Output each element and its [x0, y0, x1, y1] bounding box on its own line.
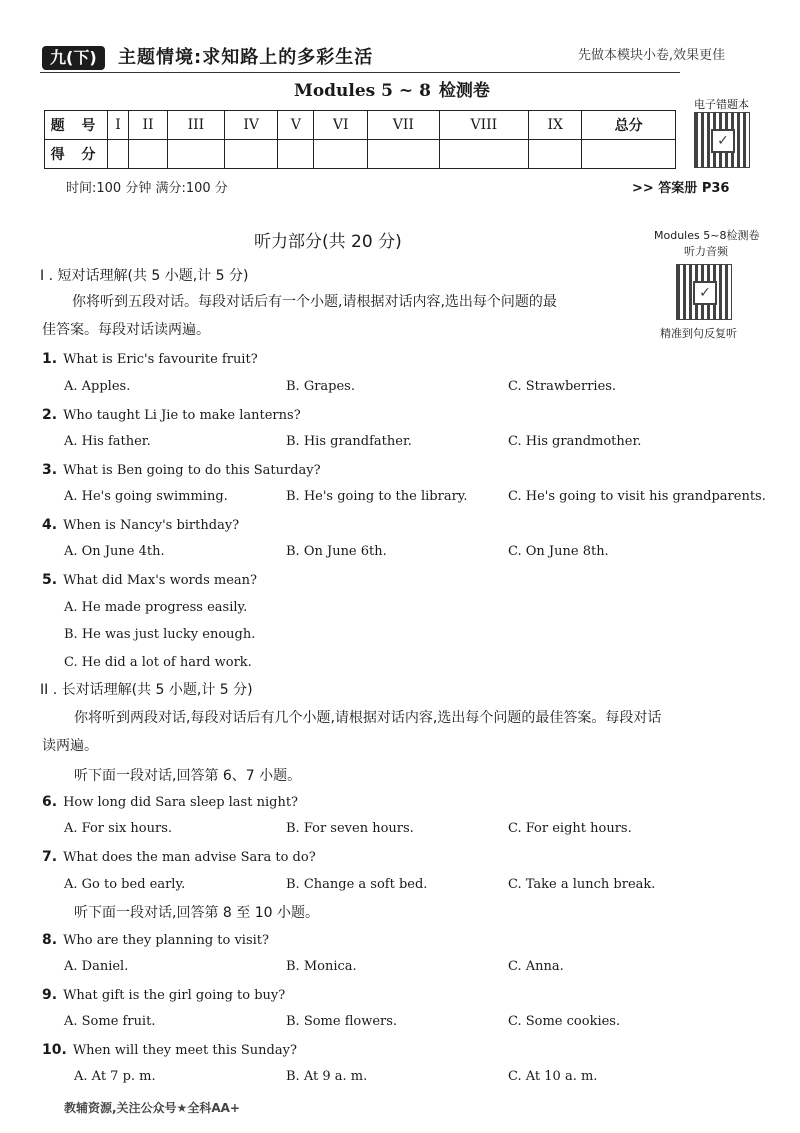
option-a[interactable]: A. On June 4th.	[64, 544, 165, 559]
option-c[interactable]: C. For eight hours.	[508, 821, 632, 836]
score-col-total: 总分	[582, 111, 676, 140]
option-c[interactable]: C. On June 8th.	[508, 544, 609, 559]
question-number: 9.	[42, 987, 58, 1003]
score-table-score-row	[45, 140, 676, 169]
question-number: 10.	[42, 1042, 67, 1058]
header-rule	[40, 72, 680, 73]
question-number: 6.	[42, 794, 58, 810]
listening-section-title: 听力部分(共 20 分)	[254, 232, 402, 252]
score-row-label-score: 得 分	[45, 140, 108, 169]
question-text: What did Max's words mean?	[63, 573, 258, 588]
question-text: Who taught Li Jie to make lanterns?	[63, 408, 301, 423]
topic-title: 主题情境:求知路上的多彩生活	[118, 47, 374, 68]
score-col-1: I	[108, 111, 129, 140]
part2-subinstruction-1: 听下面一段对话,回答第 6、7 小题。	[74, 768, 302, 784]
score-col-8: VIII	[439, 111, 528, 140]
score-cell-total[interactable]	[582, 140, 676, 169]
score-col-4: IV	[224, 111, 278, 140]
option-b[interactable]: B. Change a soft bed.	[286, 877, 428, 892]
question-7	[42, 847, 316, 868]
option-a[interactable]: A. Daniel.	[64, 959, 129, 974]
score-cell[interactable]	[278, 140, 314, 169]
exam-time-score: 时间:100 分钟 满分:100 分	[66, 181, 228, 196]
option-a[interactable]: A. Apples.	[64, 379, 131, 394]
option-c[interactable]: C. His grandmother.	[508, 434, 642, 449]
option-b[interactable]: B. On June 6th.	[286, 544, 387, 559]
option-c[interactable]: C. He's going to visit his grandparents.	[508, 489, 766, 504]
option-a[interactable]: A. For six hours.	[64, 821, 173, 836]
option-c[interactable]: C. Anna.	[508, 959, 564, 974]
part2-instruction-line1: 你将听到两段对话,每段对话后有几个小题,请根据对话内容,选出每个问题的最佳答案。每段对话	[74, 710, 662, 726]
option-a[interactable]: A. At 7 p. m.	[74, 1069, 156, 1084]
check-icon: ✓	[693, 281, 717, 305]
question-3	[42, 460, 321, 481]
option-a[interactable]: A. He made progress easily.	[64, 600, 248, 615]
question-10	[42, 1040, 297, 1061]
module-title	[294, 78, 490, 104]
option-c[interactable]: C. Take a lunch break.	[508, 877, 656, 892]
question-text: What gift is the girl going to buy?	[63, 988, 286, 1003]
score-col-5: V	[278, 111, 314, 140]
score-col-6: VI	[314, 111, 368, 140]
question-5	[42, 570, 257, 591]
question-number: 4.	[42, 517, 58, 533]
question-8	[42, 930, 269, 951]
option-a[interactable]: A. He's going swimming.	[64, 489, 228, 504]
score-table-header-row	[45, 111, 676, 140]
question-text: Who are they planning to visit?	[63, 933, 269, 948]
score-col-3: III	[168, 111, 225, 140]
question-text: When will they meet this Sunday?	[72, 1043, 297, 1058]
qr-error-book-label: 电子错题本	[694, 98, 749, 111]
score-cell[interactable]	[108, 140, 129, 169]
score-col-7: VII	[368, 111, 440, 140]
question-text: How long did Sara sleep last night?	[63, 795, 299, 810]
option-b[interactable]: B. He's going to the library.	[286, 489, 468, 504]
question-text: What is Ben going to do this Saturday?	[63, 463, 321, 478]
question-text: When is Nancy's birthday?	[63, 518, 240, 533]
part1-instruction-line1: 你将听到五段对话。每段对话后有一个小题,请根据对话内容,选出每个问题的最	[72, 294, 557, 310]
option-b[interactable]: B. His grandfather.	[286, 434, 412, 449]
question-number: 8.	[42, 932, 58, 948]
question-2	[42, 405, 301, 426]
option-c[interactable]: C. Some cookies.	[508, 1014, 621, 1029]
score-table	[44, 110, 676, 169]
option-b[interactable]: B. He was just lucky enough.	[64, 627, 256, 642]
question-number: 7.	[42, 849, 58, 865]
question-number: 2.	[42, 407, 58, 423]
option-c[interactable]: C. Strawberries.	[508, 379, 617, 394]
check-icon: ✓	[711, 129, 735, 153]
option-b[interactable]: B. Some flowers.	[286, 1014, 398, 1029]
option-a[interactable]: A. His father.	[64, 434, 151, 449]
option-b[interactable]: B. Monica.	[286, 959, 357, 974]
score-col-2: II	[129, 111, 168, 140]
score-row-label-number: 题 号	[45, 111, 108, 140]
score-cell[interactable]	[129, 140, 168, 169]
question-6	[42, 792, 298, 813]
audio-title: Modules 5~8检测卷	[654, 229, 760, 242]
score-cell[interactable]	[224, 140, 278, 169]
part2-instruction-line2: 读两遍。	[42, 738, 98, 754]
part2-subinstruction-2: 听下面一段对话,回答第 8 至 10 小题。	[74, 905, 319, 921]
score-cell[interactable]	[314, 140, 368, 169]
answer-reference: >> 答案册 P36	[632, 181, 730, 196]
option-b[interactable]: B. For seven hours.	[286, 821, 414, 836]
question-text: What does the man advise Sara to do?	[63, 850, 316, 865]
grade-badge: 九(下)	[42, 46, 105, 70]
option-a[interactable]: A. Go to bed early.	[64, 877, 186, 892]
part2-heading: II . 长对话理解(共 5 小题,计 5 分)	[40, 682, 253, 698]
qr-audio-icon[interactable]	[676, 264, 732, 320]
question-4	[42, 515, 239, 536]
qr-code-icon[interactable]	[694, 112, 750, 168]
audio-subtitle: 听力音频	[684, 245, 728, 258]
score-col-9: IX	[529, 111, 582, 140]
option-c[interactable]: C. He did a lot of hard work.	[64, 655, 252, 670]
question-number: 3.	[42, 462, 58, 478]
option-b[interactable]: B. Grapes.	[286, 379, 355, 394]
part1-heading: I . 短对话理解(共 5 小题,计 5 分)	[40, 268, 249, 284]
question-9	[42, 985, 285, 1006]
score-cell[interactable]	[168, 140, 225, 169]
module-title-cn: 检测卷	[438, 81, 490, 101]
score-cell[interactable]	[368, 140, 440, 169]
option-b[interactable]: B. At 9 a. m.	[286, 1069, 368, 1084]
module-tip: 先做本模块小卷,效果更佳	[578, 48, 726, 63]
audio-footnote: 精准到句反复听	[660, 327, 737, 340]
score-cell[interactable]	[529, 140, 582, 169]
question-text: What is Eric's favourite fruit?	[63, 352, 258, 367]
score-cell[interactable]	[439, 140, 528, 169]
part1-instruction-line2: 佳答案。每段对话读两遍。	[42, 322, 210, 338]
footer-watermark: 教辅资源,关注公众号★全科AA+	[64, 1101, 240, 1115]
option-a[interactable]: A. Some fruit.	[64, 1014, 156, 1029]
module-title-en: Modules 5 ~ 8	[294, 81, 431, 101]
question-1	[42, 349, 258, 370]
question-number: 5.	[42, 572, 58, 588]
question-number: 1.	[42, 351, 58, 367]
option-c[interactable]: C. At 10 a. m.	[508, 1069, 598, 1084]
